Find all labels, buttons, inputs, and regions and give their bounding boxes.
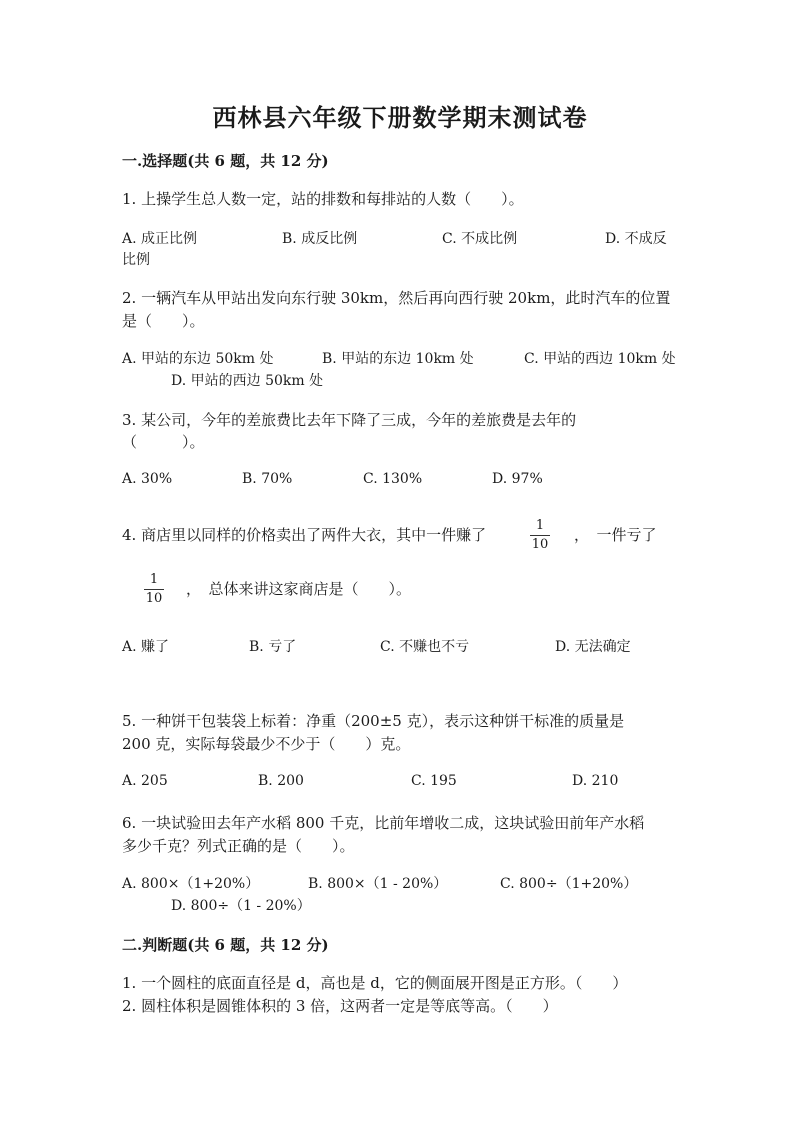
question-5-option-c: C. 195: [411, 773, 457, 789]
question-6-option-d: D. 800÷（1 - 20%）: [171, 898, 311, 914]
question-4-option-b: B. 亏了: [249, 639, 297, 655]
question-4-option-d: D. 无法确定: [555, 639, 631, 655]
question-6-option-a: A. 800×（1+20%）: [122, 876, 260, 892]
question-1-option-c: C. 不成比例: [442, 231, 518, 247]
question-5-option-a: A. 205: [122, 773, 168, 789]
question-2-option-b: B. 甲站的东边 10km 处: [322, 351, 474, 367]
question-1-option-b: B. 成反比例: [282, 231, 358, 247]
judgement-item-1: 1. 一个圆柱的底面直径是 d，高也是 d，它的侧面展开图是正方形。（ ）: [122, 974, 628, 992]
question-1-option-d: D. 不成反: [605, 231, 667, 247]
question-3-option-c: C. 130%: [363, 471, 423, 487]
question-4-option-c: C. 不赚也不亏: [380, 639, 470, 655]
fraction-bar: [144, 589, 164, 590]
question-2-option-c: C. 甲站的西边 10km 处: [524, 351, 676, 367]
judgement-item-2: 2. 圆柱体积是圆锥体积的 3 倍，这两者一定是等底等高。（ ）: [122, 997, 558, 1015]
question-5-text: 5. 一种饼干包装袋上标着：净重（200±5 克），表示这种饼干标准的质量是: [122, 712, 625, 730]
question-6-text-line2: 多少千克？列式正确的是（ ）。: [122, 837, 355, 855]
question-5-text-line2: 200 克，实际每袋最少不少于（ ）克。: [122, 735, 411, 753]
fraction-numerator: 1: [149, 572, 159, 587]
question-3-text-line2: （ ）。: [122, 433, 205, 451]
question-3-option-b: B. 70%: [242, 471, 293, 487]
question-3-option-d: D. 97%: [492, 471, 543, 487]
question-6-text: 6. 一块试验田去年产水稻 800 千克，比前年增收二成，这块试验田前年产水稻: [122, 814, 645, 832]
question-5-option-b: B. 200: [258, 773, 304, 789]
question-2-text-line2: 是（ ）。: [122, 312, 205, 330]
question-1-option-d-wrap: 比例: [122, 252, 150, 268]
question-3-text: 3. 某公司，今年的差旅费比去年下降了三成，今年的差旅费是去年的: [122, 411, 577, 429]
question-2-option-d: D. 甲站的西边 50km 处: [171, 373, 324, 389]
section-heading-judgement: 二.判断题(共 6 题，共 12 分): [122, 936, 329, 954]
question-4-fraction-gain: [530, 518, 550, 553]
fraction-bar: [530, 535, 550, 536]
question-1-option-a: A. 成正比例: [122, 231, 198, 247]
page-title: 西林县六年级下册数学期末测试卷: [212, 103, 588, 132]
question-2-option-a: A. 甲站的东边 50km 处: [122, 351, 274, 367]
question-6-option-b: B. 800×（1 - 20%）: [308, 876, 448, 892]
question-4-fraction-loss: [144, 572, 164, 607]
section-heading-choice: 一.选择题(共 6 题，共 12 分): [122, 152, 329, 170]
question-4-text-line2: ， 总体来讲这家商店是（ ）。: [186, 580, 412, 598]
fraction-numerator: 1: [535, 518, 545, 533]
fraction-denominator: 10: [145, 591, 163, 606]
question-4-text-cont: ， 一件亏了: [574, 526, 657, 544]
question-4-option-a: A. 赚了: [122, 639, 170, 655]
question-2-text: 2. 一辆汽车从甲站出发向东行驶 30km，然后再向西行驶 20km，此时汽车的位置: [122, 289, 671, 307]
question-5-option-d: D. 210: [572, 773, 619, 789]
question-1-text: 1. 上操学生总人数一定，站的排数和每排站的人数（ ）。: [122, 190, 524, 208]
question-4-text: 4. 商店里以同样的价格卖出了两件大衣，其中一件赚了: [122, 526, 487, 544]
question-6-option-c: C. 800÷（1+20%）: [500, 876, 638, 892]
question-3-option-a: A. 30%: [122, 471, 173, 487]
fraction-denominator: 10: [531, 537, 549, 552]
